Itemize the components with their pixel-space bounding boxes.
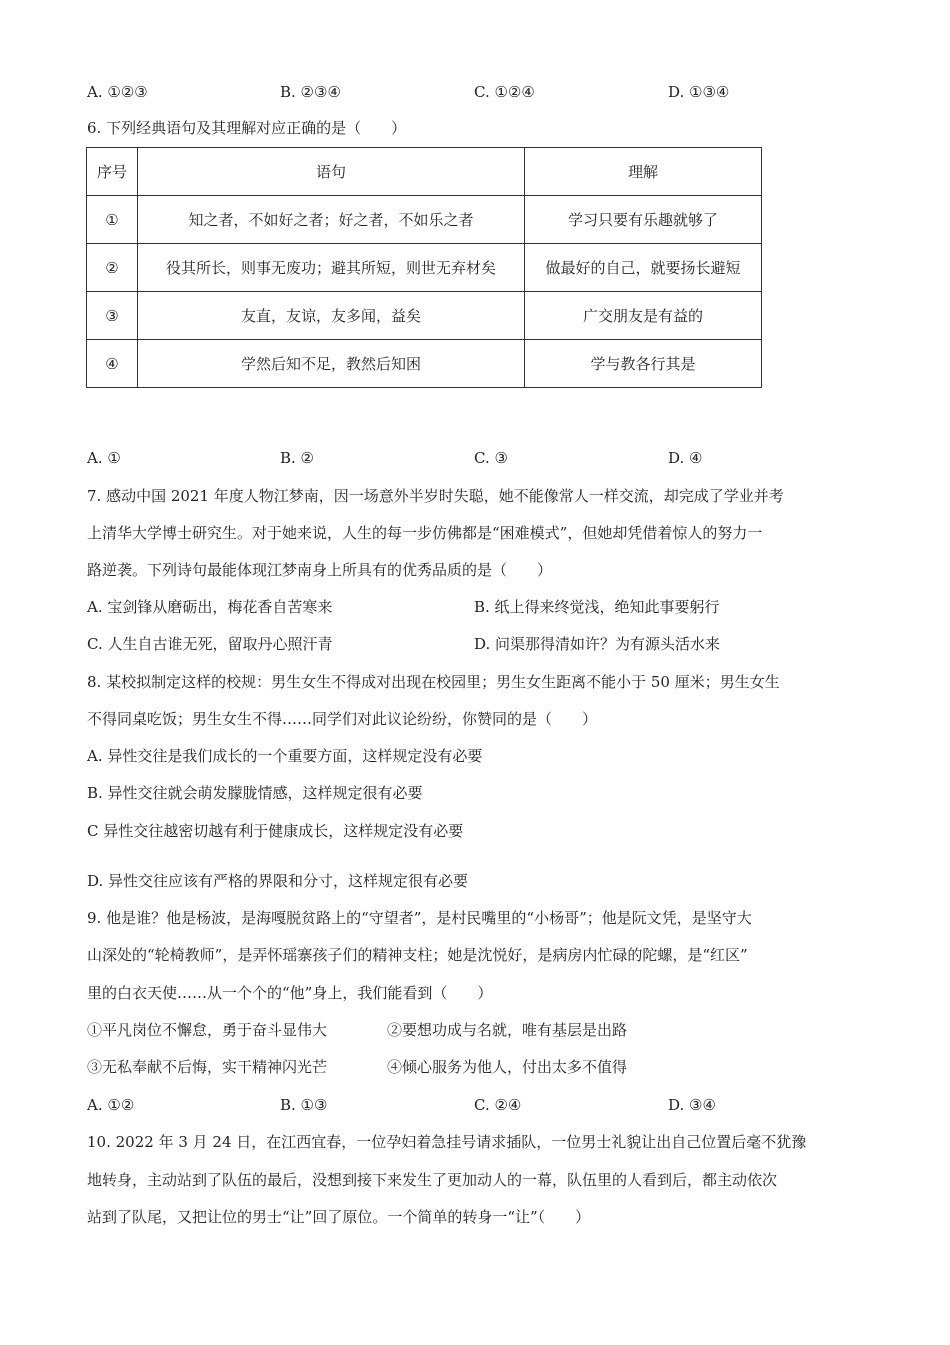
table-cell-sentence: 役其所长，则事无废功；避其所短，则世无弃材矣 xyxy=(138,244,525,292)
table-cell-index: ④ xyxy=(87,340,138,388)
q7-option-b: B. 纸上得来终觉浅，绝知此事要躬行 xyxy=(474,598,720,616)
q10-stem-line: 10. 2022 年 3 月 24 日，在江西宜春，一位孕妇着急挂号请求插队，一位男士礼貌让出自己位置后毫不犹豫 xyxy=(87,1133,807,1151)
q8-stem-line: 8. 某校拟制定这样的校规：男生女生不得成对出现在校园里；男生女生距离不能小于 50 厘米；男生女生 xyxy=(87,673,780,691)
q9-stem-line: 9. 他是谁？他是杨波，是海嘎脱贫路上的“守望者”，是村民嘴里的“小杨哥”；他是阮文凭，是坚守大 xyxy=(87,909,752,927)
q10-stem-line: 地转身，主动站到了队伍的最后，没想到接下来发生了更加动人的一幕，队伍里的人看到后，都主动依次 xyxy=(87,1171,778,1189)
q9-option-d: D. ③④ xyxy=(668,1096,716,1114)
q6-table xyxy=(86,147,762,388)
q8-option-c: C 异性交往越密切越有利于健康成长，这样规定没有必要 xyxy=(87,822,464,840)
q6-option-c: C. ③ xyxy=(474,449,508,467)
q9-item-4: ④倾心服务为他人，付出太多不值得 xyxy=(387,1058,628,1076)
table-cell-understanding: 做最好的自己，就要扬长避短 xyxy=(525,244,762,292)
q5-option-d: D. ①③④ xyxy=(668,83,730,101)
table-row xyxy=(87,340,762,388)
q6-option-b: B. ② xyxy=(280,449,315,467)
q9-stem-line: 山深处的“轮椅教师”，是弄怀瑶寨孩子们的精神支柱；她是沈悦好，是病房内忙碌的陀螺，是“红区” xyxy=(87,946,748,964)
table-cell-understanding: 学与教各行其是 xyxy=(525,340,762,388)
q7-option-a: A. 宝剑锋从磨砺出，梅花香自苦寒来 xyxy=(87,598,333,616)
table-cell-sentence: 友直，友谅，友多闻，益矣 xyxy=(138,292,525,340)
table-row xyxy=(87,292,762,340)
q6-stem: 6. 下列经典语句及其理解对应正确的是（ ） xyxy=(87,119,407,137)
q8-option-d: D. 异性交往应该有严格的界限和分寸，这样规定很有必要 xyxy=(87,872,469,890)
q9-option-c: C. ②④ xyxy=(474,1096,522,1114)
table-cell-index: ③ xyxy=(87,292,138,340)
q9-item-1: ①平凡岗位不懈怠，勇于奋斗显伟大 xyxy=(87,1021,328,1039)
table-cell-sentence: 知之者，不如好之者；好之者，不如乐之者 xyxy=(138,196,525,244)
table-header-index: 序号 xyxy=(87,148,138,196)
q8-option-b: B. 异性交往就会萌发朦胧情感，这样规定很有必要 xyxy=(87,784,423,802)
table-header-sentence: 语句 xyxy=(138,148,525,196)
q9-option-a: A. ①② xyxy=(87,1096,135,1114)
q5-option-c: C. ①②④ xyxy=(474,83,535,101)
q5-option-b: B. ②③④ xyxy=(280,83,341,101)
q8-option-a: A. 异性交往是我们成长的一个重要方面，这样规定没有必要 xyxy=(87,747,483,765)
q10-stem-line: 站到了队尾，又把让位的男士“让”回了原位。一个简单的转身一“让”（ ） xyxy=(87,1208,591,1226)
q5-option-a: A. ①②③ xyxy=(87,83,148,101)
q9-option-b: B. ①③ xyxy=(280,1096,328,1114)
q7-option-c: C. 人生自古谁无死，留取丹心照汗青 xyxy=(87,635,333,653)
table-cell-sentence: 学然后知不足，教然后知困 xyxy=(138,340,525,388)
q6-option-a: A. ① xyxy=(87,449,121,467)
q7-option-d: D. 问渠那得清如许？为有源头活水来 xyxy=(474,635,721,653)
q9-item-3: ③无私奉献不后悔，实干精神闪光芒 xyxy=(87,1058,328,1076)
table-header-row xyxy=(87,148,762,196)
table-cell-index: ② xyxy=(87,244,138,292)
q6-option-d: D. ④ xyxy=(668,449,703,467)
q8-stem-line: 不得同桌吃饭；男生女生不得……同学们对此议论纷纷，你赞同的是（ ） xyxy=(87,710,598,728)
q9-item-2: ②要想功成与名就，唯有基层是出路 xyxy=(387,1021,628,1039)
table-cell-understanding: 广交朋友是有益的 xyxy=(525,292,762,340)
q7-stem-line: 7. 感动中国 2021 年度人物江梦南，因一场意外半岁时失聪，她不能像常人一样交流，却完成了学业并考 xyxy=(87,487,784,505)
q9-stem-line: 里的白衣天使……从一个个的“他”身上，我们能看到（ ） xyxy=(87,984,493,1002)
q7-stem-line: 上清华大学博士研究生。对于她来说，人生的每一步仿佛都是“困难模式”，但她却凭借着惊人的努力一 xyxy=(87,524,763,542)
table-row xyxy=(87,244,762,292)
table-header-understanding: 理解 xyxy=(525,148,762,196)
table-cell-index: ① xyxy=(87,196,138,244)
table-cell-understanding: 学习只要有乐趣就够了 xyxy=(525,196,762,244)
table-row xyxy=(87,196,762,244)
q7-stem-line: 路逆袭。下列诗句最能体现江梦南身上所具有的优秀品质的是（ ） xyxy=(87,561,553,579)
